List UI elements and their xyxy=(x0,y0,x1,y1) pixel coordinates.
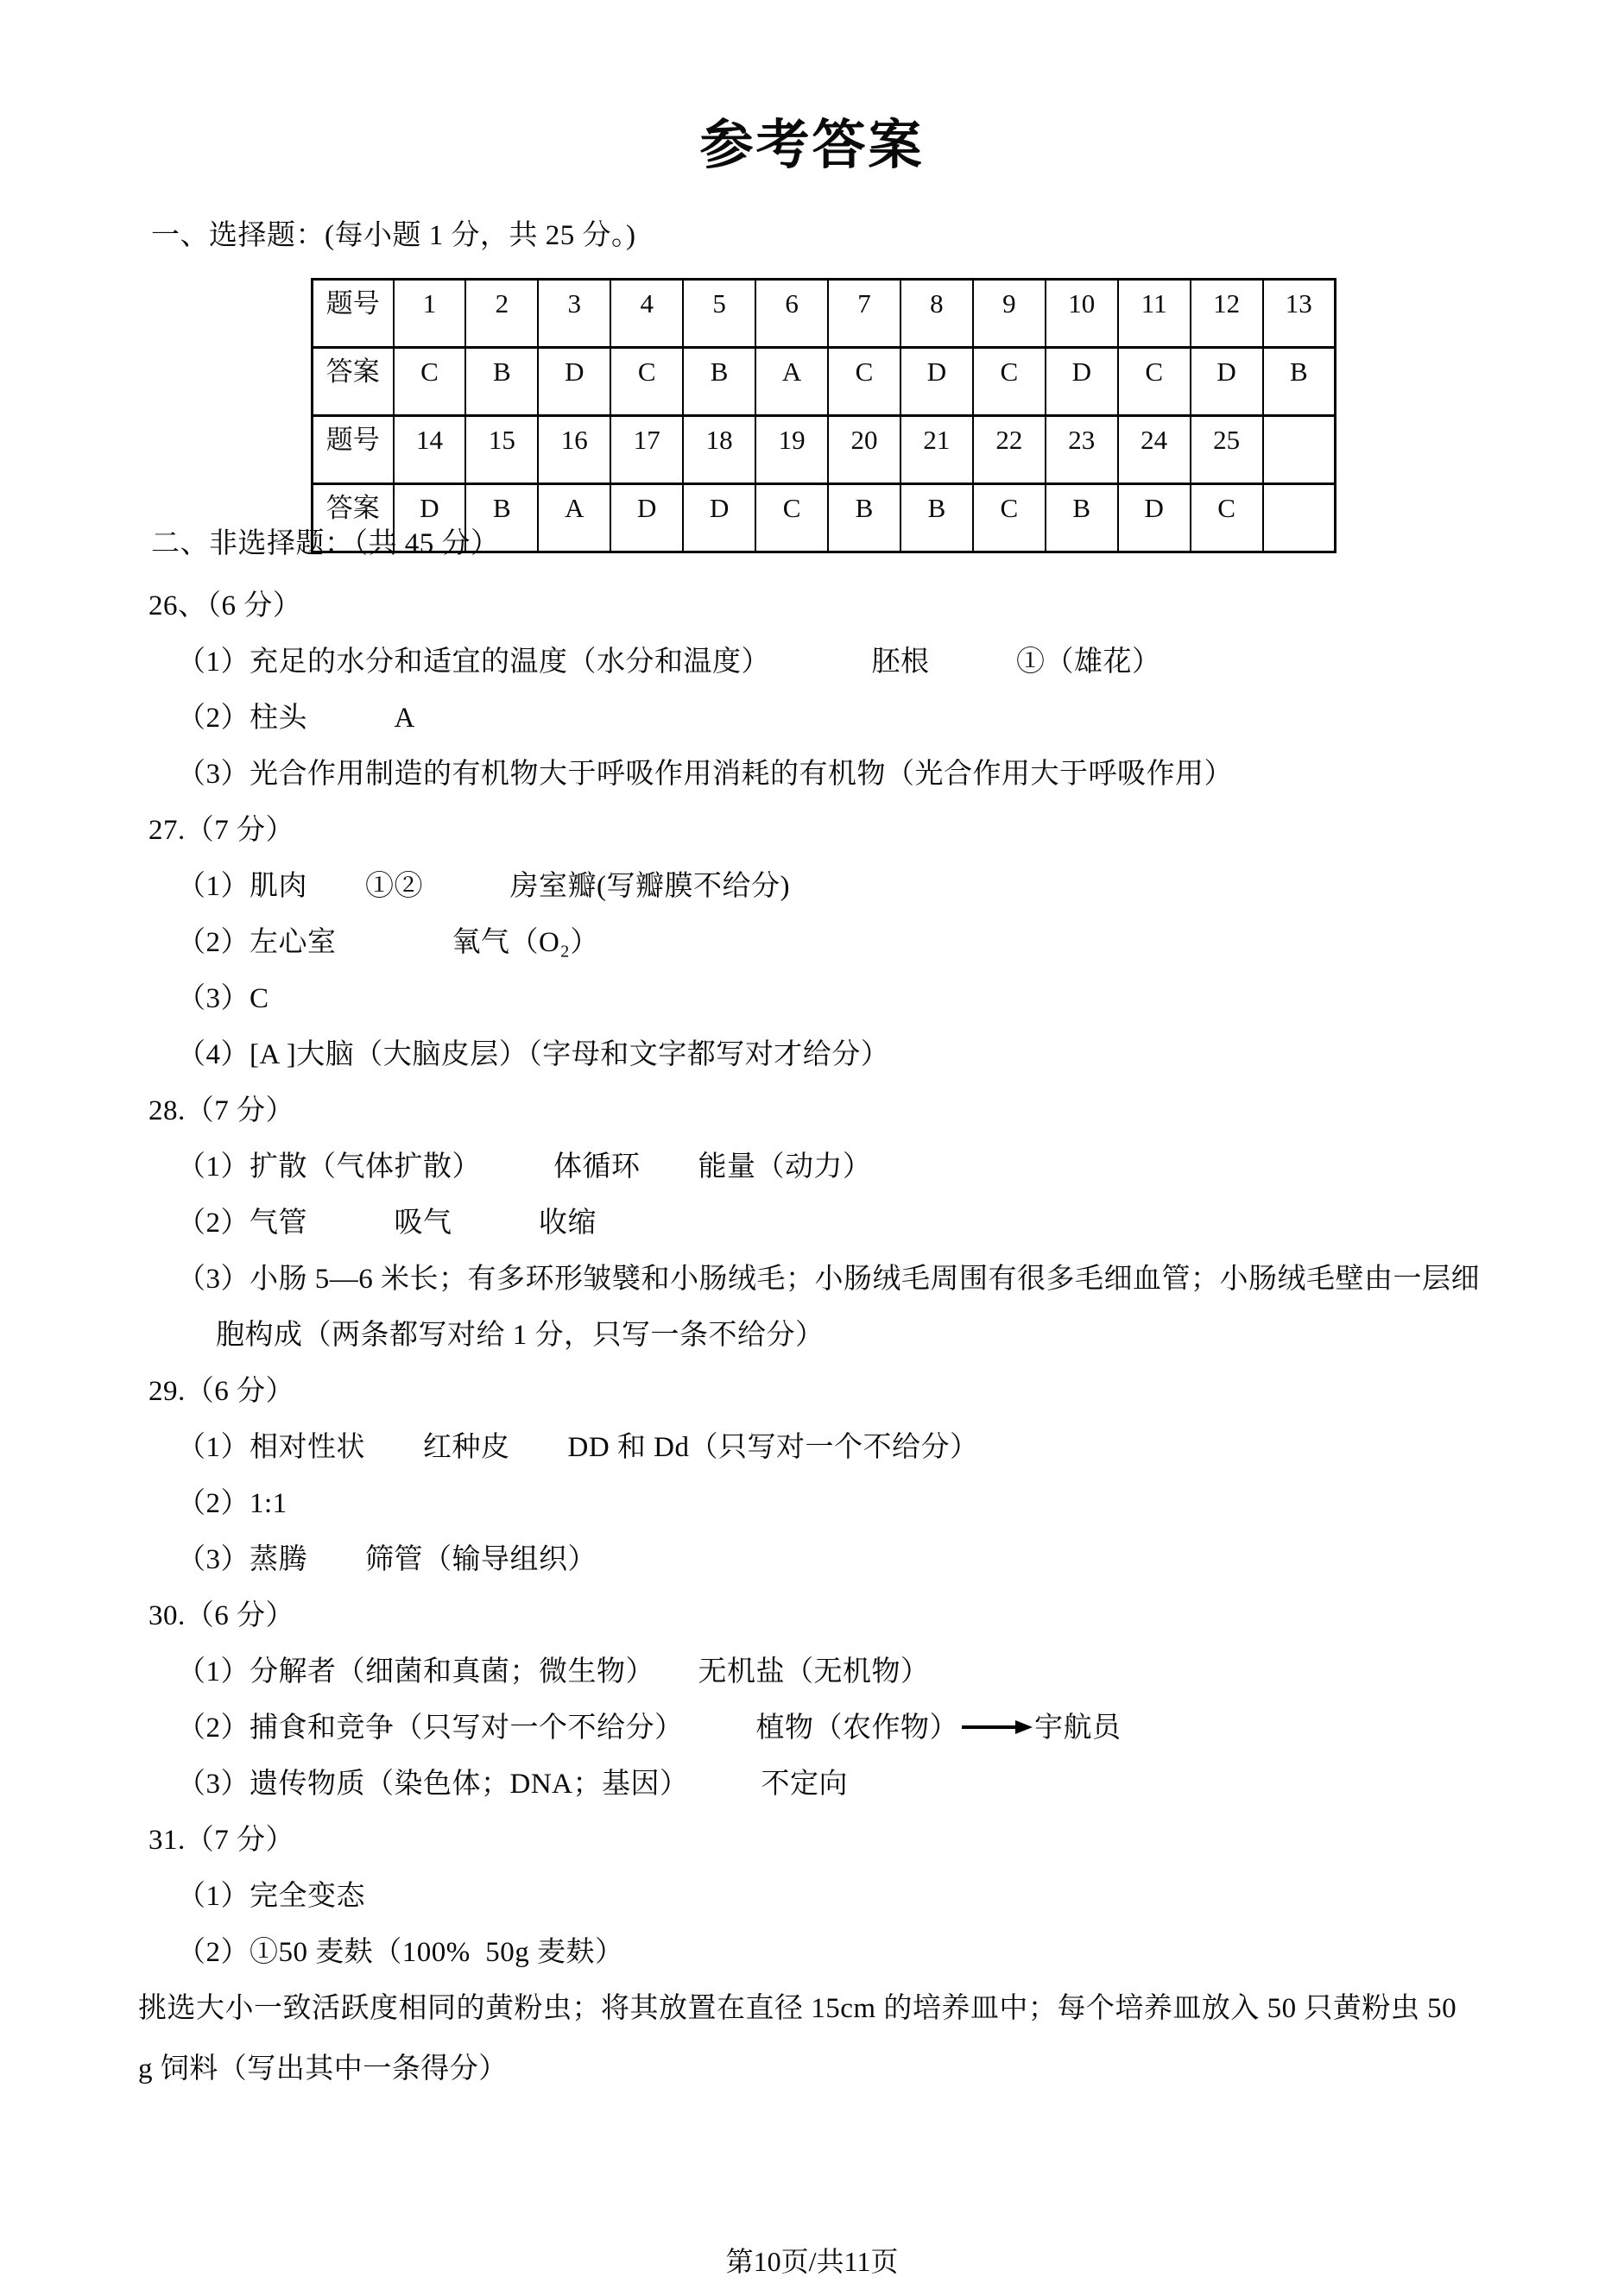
qnum-cell: 3 xyxy=(538,280,610,348)
q31-header: 31.（7 分） xyxy=(148,1825,294,1856)
q30-item-2 xyxy=(177,1713,1122,1745)
answer-cell: A xyxy=(755,348,828,416)
qnum-cell: 7 xyxy=(828,280,900,348)
q28-item-3-continued: 胞构成（两条都写对给 1 分，只写一条不给分） xyxy=(216,1320,825,1351)
q28-item-2: （2）气管 吸气 收缩 xyxy=(177,1208,597,1239)
answer-cell: C xyxy=(394,348,466,416)
qnum-cell: 9 xyxy=(973,280,1046,348)
answer-cell: D xyxy=(538,348,610,416)
q30-item-1: （1）分解者（细菌和真菌；微生物） 无机盐（无机物） xyxy=(177,1656,930,1687)
answer-cell: B xyxy=(828,484,900,552)
answer-cell: C xyxy=(973,348,1046,416)
q31-item-2: （2）①50 麦麸（100% 50g 麦麸） xyxy=(177,1937,624,1968)
answer-cell: C xyxy=(1191,484,1263,552)
table-row-answers-1-13 xyxy=(313,348,1336,416)
answer-cell: B xyxy=(465,484,538,552)
qnum-cell: 11 xyxy=(1118,280,1191,348)
answer-cell: B xyxy=(465,348,538,416)
answer-cell: B xyxy=(900,484,973,552)
qnum-cell: 18 xyxy=(683,416,755,484)
answer-cell xyxy=(1263,484,1336,552)
answer-cell: A xyxy=(538,484,610,552)
qnum-cell: 23 xyxy=(1046,416,1118,484)
q26-item-1: （1）充足的水分和适宜的温度（水分和温度） 胚根 ①（雄花） xyxy=(177,647,1161,678)
qnum-cell: 21 xyxy=(900,416,973,484)
qnum-cell: 12 xyxy=(1191,280,1263,348)
answer-cell: D xyxy=(394,484,466,552)
qnum-cell: 5 xyxy=(683,280,755,348)
q29-item-1: （1）相对性状 红种皮 DD 和 Dd（只写对一个不给分） xyxy=(177,1432,979,1463)
row-label: 题号 xyxy=(313,416,394,484)
q26-item-3: （3）光合作用制造的有机物大于呼吸作用消耗的有机物（光合作用大于呼吸作用） xyxy=(177,759,1233,790)
qnum-cell: 8 xyxy=(900,280,973,348)
answer-cell: C xyxy=(755,484,828,552)
answer-cell: C xyxy=(610,348,683,416)
q30-item-2-text-after-arrow: 宇航员 xyxy=(1034,1713,1122,1744)
q30-item-3: （3）遗传物质（染色体；DNA；基因） 不定向 xyxy=(177,1769,848,1800)
q27-item-4: （4）[A ]大脑（大脑皮层）（字母和文字都写对才给分） xyxy=(177,1039,890,1070)
row-label: 答案 xyxy=(313,484,394,552)
q29-header: 29.（6 分） xyxy=(148,1376,294,1407)
section-nonchoice-heading: 二、非选择题：（共 45 分） xyxy=(151,528,500,559)
choice-answers-table xyxy=(311,278,1336,553)
q27-header: 27.（7 分） xyxy=(148,815,294,846)
answer-cell: D xyxy=(1118,484,1191,552)
answer-cell: B xyxy=(1046,484,1118,552)
qnum-cell: 10 xyxy=(1046,280,1118,348)
qnum-cell: 24 xyxy=(1118,416,1191,484)
answer-cell: D xyxy=(900,348,973,416)
page-title: 参考答案 xyxy=(699,116,925,175)
q27-item-3: （3）C xyxy=(177,983,269,1014)
q31-item-1: （1）完全变态 xyxy=(177,1881,365,1912)
q29-item-3: （3）蒸腾 筛管（输导组织） xyxy=(177,1544,597,1575)
q29-item-2: （2）1:1 xyxy=(177,1488,288,1519)
q28-header: 28.（7 分） xyxy=(148,1095,294,1126)
answer-cell: B xyxy=(1263,348,1336,416)
q30-header: 30.（6 分） xyxy=(148,1600,294,1631)
q27-item-2: （2）左心室 氧气（O₂） xyxy=(177,927,599,958)
answer-cell: D xyxy=(683,484,755,552)
answer-cell: C xyxy=(973,484,1046,552)
answer-cell: C xyxy=(828,348,900,416)
answer-cell: D xyxy=(1046,348,1118,416)
qnum-cell: 4 xyxy=(610,280,683,348)
qnum-cell: 15 xyxy=(465,416,538,484)
answer-cell: D xyxy=(1191,348,1263,416)
right-arrow-icon xyxy=(960,1719,1033,1735)
table-row-qnum-14-25 xyxy=(313,416,1336,484)
q28-item-1: （1）扩散（气体扩散） 体循环 能量（动力） xyxy=(177,1151,872,1183)
qnum-cell: 20 xyxy=(828,416,900,484)
qnum-cell: 19 xyxy=(755,416,828,484)
section-choice-heading: 一、选择题：(每小题 1 分，共 25 分。) xyxy=(151,220,636,251)
q26-item-2: （2）柱头 A xyxy=(177,703,415,734)
qnum-cell: 6 xyxy=(755,280,828,348)
qnum-cell: 14 xyxy=(394,416,466,484)
qnum-cell xyxy=(1263,416,1336,484)
q27-item-1: （1）肌肉 ①② 房室瓣(写瓣膜不给分) xyxy=(177,871,790,902)
qnum-cell: 22 xyxy=(973,416,1046,484)
qnum-cell: 16 xyxy=(538,416,610,484)
answer-cell: C xyxy=(1118,348,1191,416)
qnum-cell: 25 xyxy=(1191,416,1263,484)
row-label: 题号 xyxy=(313,280,394,348)
answer-cell: B xyxy=(683,348,755,416)
q26-header: 26、（6 分） xyxy=(148,590,302,621)
table-row-qnum-1-13 xyxy=(313,280,1336,348)
qnum-cell: 17 xyxy=(610,416,683,484)
q31-paragraph-line-1: 挑选大小一致活跃度相同的黄粉虫；将其放置在直径 15cm 的培养皿中；每个培养皿放入 50 只黄粉虫 50 xyxy=(138,1993,1457,2024)
qnum-cell: 13 xyxy=(1263,280,1336,348)
qnum-cell: 1 xyxy=(394,280,466,348)
page-number-footer: 第10页/共11页 xyxy=(725,2246,899,2277)
q28-item-3: （3）小肠 5—6 米长；有多环形皱襞和小肠绒毛；小肠绒毛周围有很多毛细血管；小肠绒毛壁由一层细 xyxy=(177,1264,1480,1295)
q30-item-2-text-before-arrow: （2）捕食和竞争（只写对一个不给分） 植物（农作物） xyxy=(177,1713,958,1744)
row-label: 答案 xyxy=(313,348,394,416)
answer-cell: D xyxy=(610,484,683,552)
q31-paragraph-line-2: g 饲料（写出其中一条得分） xyxy=(138,2053,508,2085)
qnum-cell: 2 xyxy=(465,280,538,348)
